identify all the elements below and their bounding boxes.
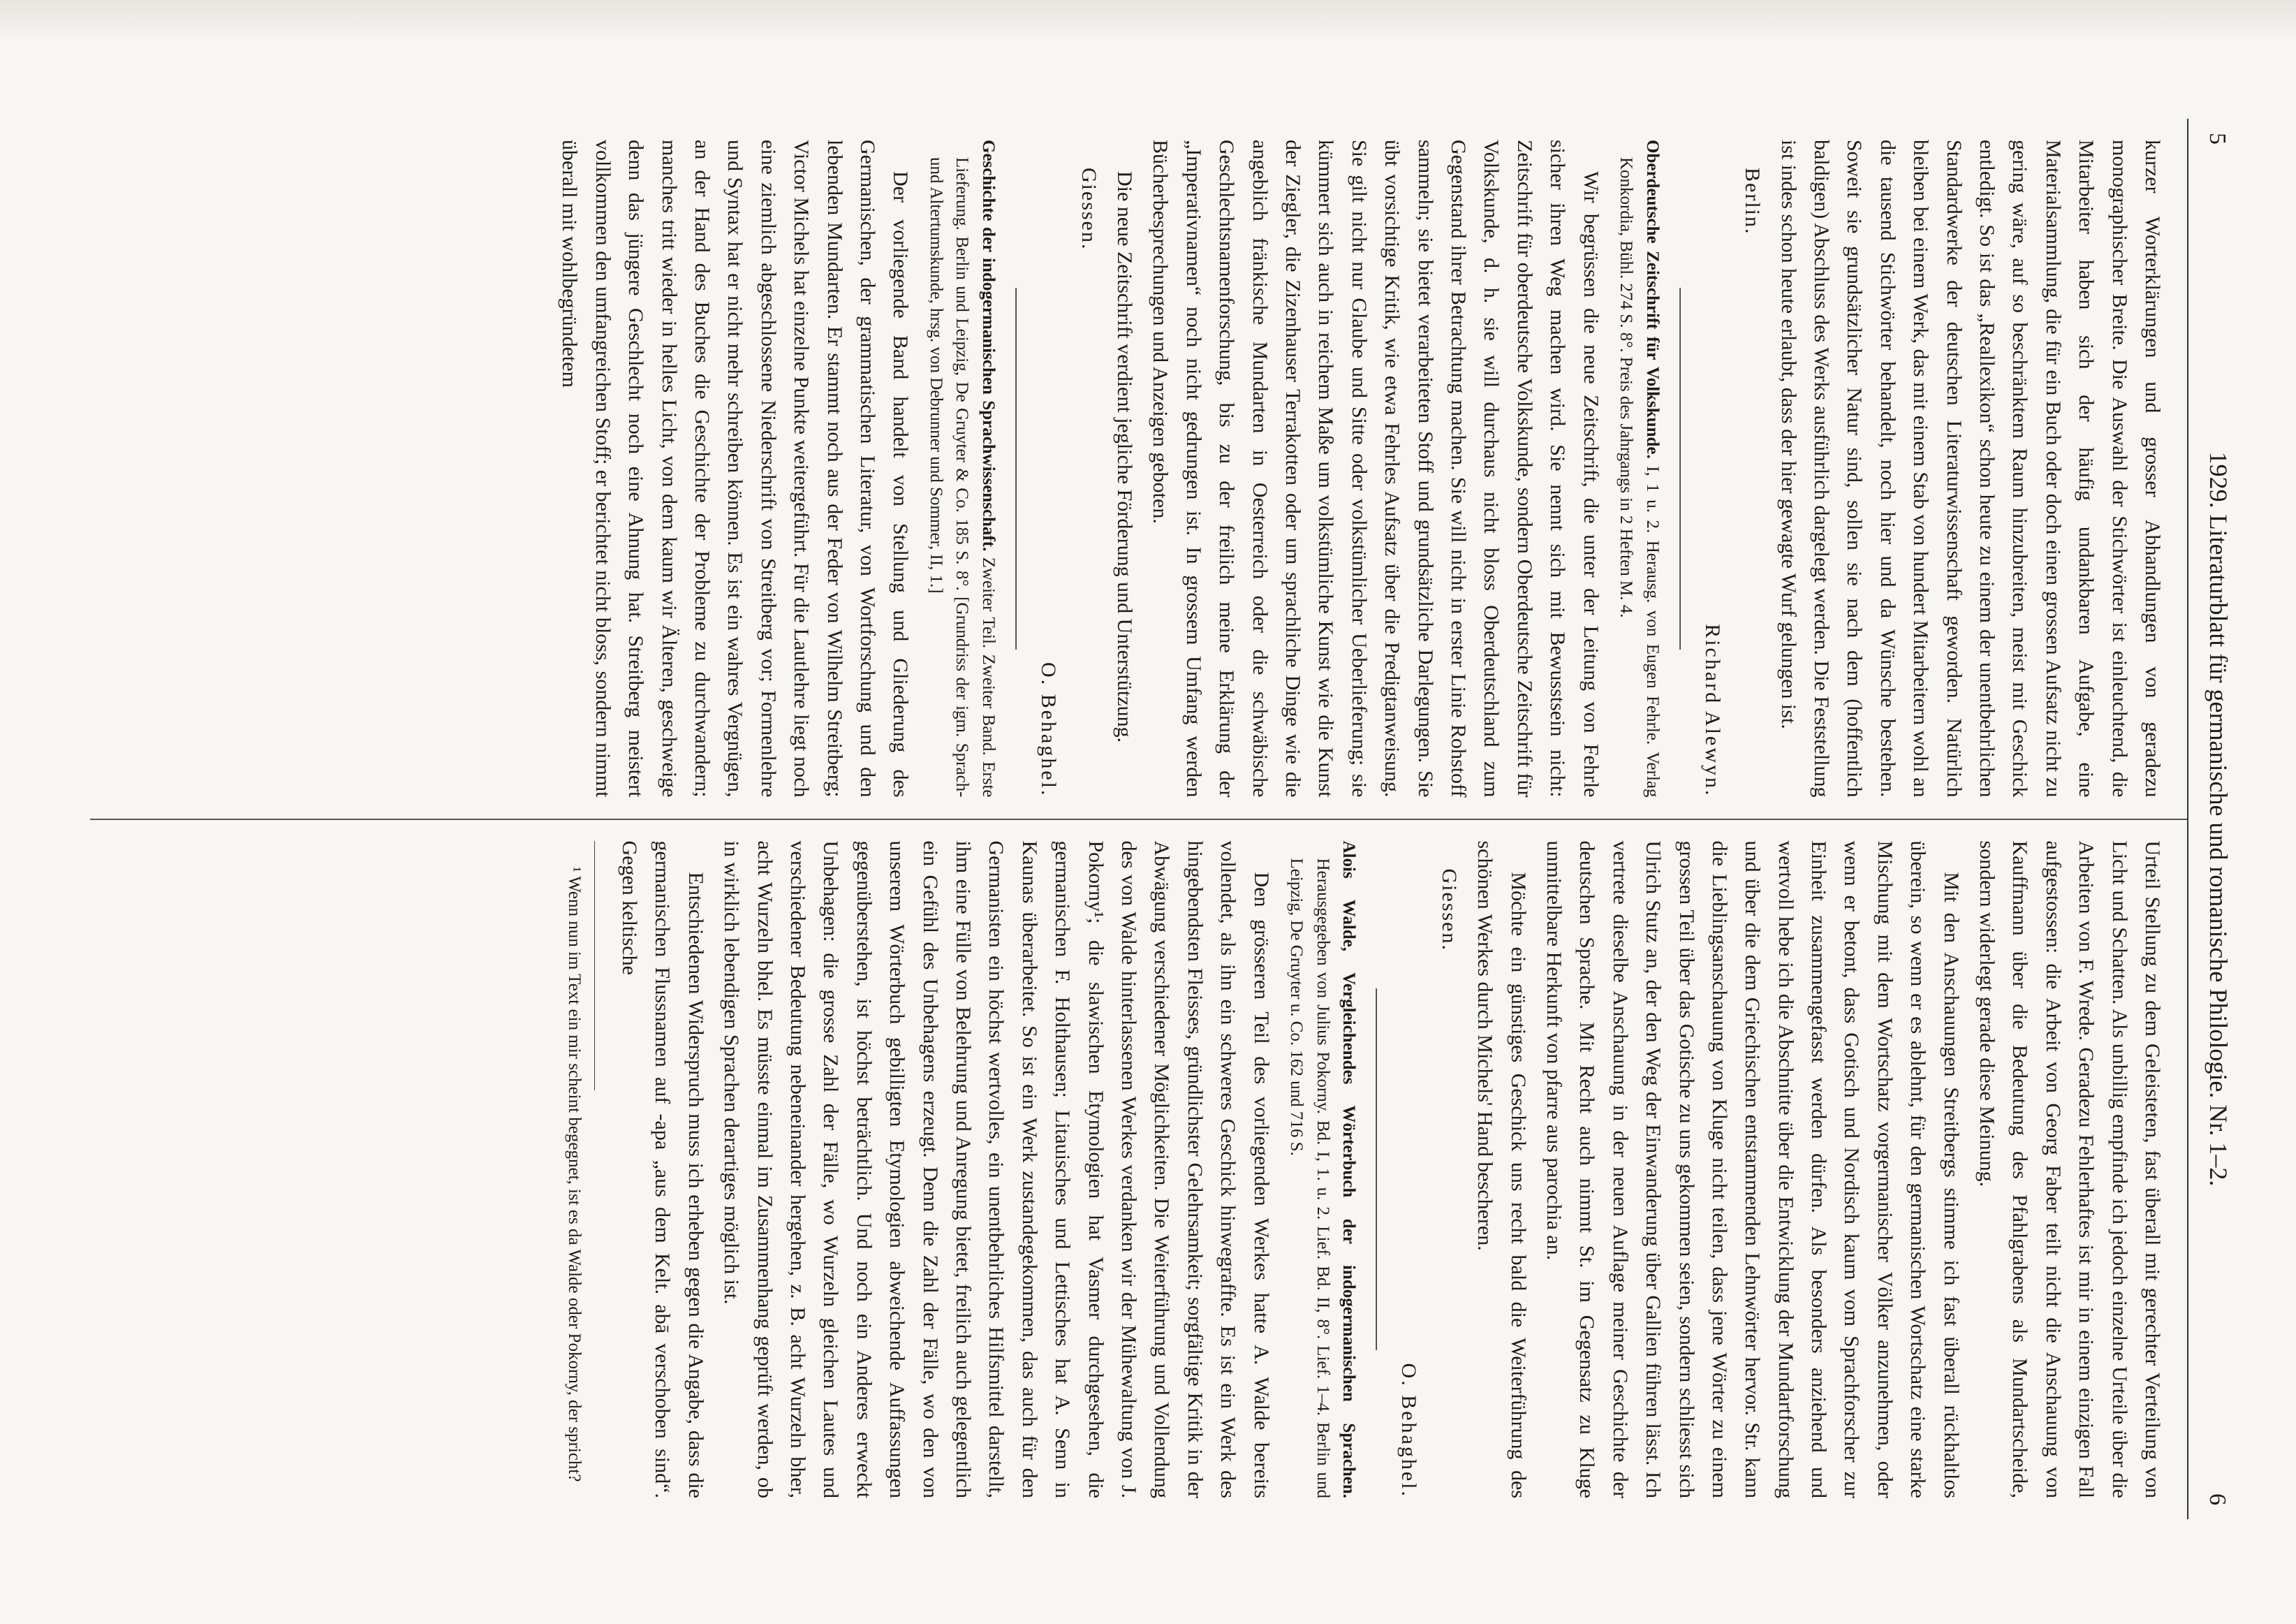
- review-details-walde: Herausgegeben von Julius Pokorny. Bd. I, 1. u. 2. Lief. Bd. II, 8°. Lief. 1–4. Berlin und Leipzig, De Gruyter u. Co. 162 und 716 S.: [1287, 858, 1332, 1498]
- review-title-walde: Alois Walde, Vergleichendes Wörterbuch der indogermanischen Sprachen.: [1339, 840, 1359, 1498]
- streitberg-review-continued: Urteil Stellung zu dem Geleisteten, fast überall mit gerechter Verteilung von Licht und Schatten. Als unbillig empfinde ich jedoch einzelne Urteile über die Arbeiten von F. Wrede. Geradezu Fehlerhaftes ist mir in einem einzigen Fall aufgestossen: die Arbeit von Georg Faber teilt nicht die Anschauung von Kauffmann über die Bedeutung des Pfahlgrabens als Mundartscheide, sondern widerlegt gerade diese Meinung.: [1975, 840, 2164, 1498]
- running-title: 1929. Literaturblatt für germanische und romanische Philologie. Nr. 1–2.: [2205, 451, 2232, 1187]
- review-title-volkskunde: Oberdeutsche Zeitschrift für Volkskunde.: [1642, 140, 1662, 459]
- footnote: ¹ Wenn nun im Text ein mir scheint begegnet, ist es da Walde oder Pokorny, der spricht?: [564, 867, 584, 1482]
- volkskunde-paragraph-1: Wir begrüssen die neue Zeitschrift, die unter der Leitung von Fehrle sicher ihren Weg machen wird. Sie nennt sich mit Bewusstsein nicht: Zeitschrift für oberdeutsche Volkskunde, sondern Oberdeutsche Zeitschrift für Volkskunde, d. h. sie will durchaus nicht bloss Oberdeutschland zum Gegenstand ihrer Betrachtung machen. Sie will nicht in erster Linie Rohstoff sammeln; sie bietet verarbeiteten Stoff und grundsätzliche Darlegungen. Sie übt vorsichtige Kritik, wie etwa Fehrles Aufsatz über die Predigtanweisung. Sie gilt nicht nur Glaube und Sitte oder volkstümlicher Ueberlieferung; sie kümmert sich auch in reichem Maße um volkstümliche Kunst wie die Kunst der Ziegler, die Zizenhauser Terrakotten oder um sprachliche Dinge wie die angeblich fränkische Mundarten in Oesterreich oder die schwäbische Geschlechtsnamenforschung, bis zu der freilich meine Erklärung der „Imperativnamen“ noch nicht gedrungen ist. In grossem Umfang werden Bücherbesprechungen und Anzeigen geboten.: [1149, 140, 1603, 798]
- page-body: [90, 119, 2187, 1519]
- column-left: [90, 119, 2187, 819]
- running-header: [2187, 119, 2233, 1519]
- review-details-sprachwissenschaft: Zweiter Teil. Zweiter Band. Erste Lieferung. Berlin und Leipzig, De Gruyter & Co. 185 S. 8°. [Grundriss der igm. Sprach- und Altertumskunde, hrsg. von Debrunner und Sommer, II, 1.]: [926, 157, 998, 798]
- page-number-right: 6: [2205, 1493, 2230, 1505]
- place-giessen: Giessen.: [1077, 168, 1101, 251]
- alewyn-review-end-paragraph: kurzer Worterklärungen und grosser Abhandlungen von geradezu monographischer Breite. Die Auswahl der Stichwörter ist einleuchtend, die Mitarbeiter haben sich der häufig undankbaren Aufgabe, eine Materialsammlung, die für ein Buch oder doch einen grossen Aufsatz nicht zu gering wäre, auf so beschränktem Raum hinzubreiten, meist mit Geschick entledigt. So ist das „Reallexikon“ schon heute zu einem der unentbehrlichen Standardwerke der deutschen Literaturwissenschaft geworden. Natürlich bleiben bei einem Werk, das mit einem Stab von hundert Mitarbeitern wohl an die tausend Stichwörter behandelt, noch hier und da Wünsche bestehen. Soweit sie grundsätzlicher Natur sind, sollen sie nach dem (hoffentlich baldigen) Abschluss des Werks ausführlich dargelegt werden. Die Feststellung ist indes schon heute erlaubt, dass der hier gewagte Wurf gelungen ist.: [1776, 140, 2164, 798]
- columns-row: [90, 119, 2187, 1519]
- section-divider: [1376, 988, 1377, 1350]
- section-divider: [1679, 288, 1681, 650]
- review-heading-volkskunde: [1613, 140, 1665, 798]
- review-details-volkskunde: I, 1 u. 2. Herausg. von Eugen Fehrle. Verlag Konkordia, Bühl. 274 S. 8°. Preis des Jahrgangs in 2 Heften M. 4.: [1617, 157, 1662, 798]
- walde-paragraph-2: Entschiedenen Widerspruch muss ich erheben gegen die Angabe, dass die germanischen Flussnamen auf -apa „aus dem Kelt. abā verschoben sind“. Gegen keltische: [618, 840, 707, 1498]
- review-heading-walde: [1283, 841, 1362, 1499]
- page-edge-shadow: [0, 0, 2296, 42]
- place-berlin: Berlin.: [1741, 168, 1765, 235]
- footnote-divider: [594, 841, 595, 1091]
- volkskunde-paragraph-2: Die neue Zeitschrift verdient jegliche Förderung und Unterstützung.: [1113, 171, 1137, 743]
- streitberg-review-paragraph-3: Möchte ein günstiges Geschick uns recht bald die Weiterführung des schönen Werkes durch Michels' Hand bescheren.: [1473, 840, 1530, 1498]
- review-heading-sprachwissenschaft: [922, 140, 1001, 798]
- review-title-sprachwissenschaft: Geschichte der indogermanischen Sprachwissenschaft.: [978, 140, 998, 552]
- column-right: [90, 819, 2187, 1520]
- signature-behaghel: O. Behaghel.: [1037, 662, 1061, 798]
- streitberg-review-paragraph-2: Mit den Anschauungen Streitbergs stimme ich fast überall rückhaltlos überein, so wenn er es ablehnt, für den germanischen Wortschatz eine starke Mischung mit dem Wortschatz vorgermanischer Völker anzunehmen, oder wenn er betont, dass Gotisch und Nordisch kaum vom Sprachforscher zur Einheit zusammengefasst werden dürfen. Als besonders anziehend und wertvoll hebe ich die Abschnitte über die Entwicklung der Mundartforschung und über die dem Griechischen entstammenden Lehnwörter hervor. Str. kann die Lieblingsanschauung von Kluge nicht teilen, dass jene Wörter zu einem grossen Teil über das Gotische zu uns gekommen seien, sondern schliesst sich Ulrich Stutz an, der den Weg der Einwanderung über Gallien führen lässt. Ich vertrete dieselbe Anschauung in der neuen Auflage meiner Geschichte der deutschen Sprache. Mit Recht auch nimmt St. im Gegensatz zu Kluge unmittelbare Herkunft von pfarre aus parochia an.: [1542, 840, 1963, 1498]
- page-number-left: 5: [2205, 133, 2230, 145]
- signature-alewyn: Richard Alewyn.: [1700, 624, 1724, 798]
- sprachwissenschaft-paragraph: Der vorliegende Band handelt von Stellung und Gliederung des Germanischen, der grammatischen Literatur, von Wortforschung und den lebenden Mundarten. Er stammt noch aus der Feder von Wilhelm Streitberg; Victor Michels hat einzelne Punkte weitergeführt. Für die Lautlehre liegt noch eine ziemlich abgeschlossene Niederschrift von Streitberg vor; Formenlehre und Syntax hat er nicht mehr schreiben können. Es ist ein wahres Vergnügen, an der Hand des Buches die Geschichte der Probleme zu durchwandern; manches tritt wieder in helles Licht, von dem kaum wir Älteren, geschweige denn das jüngere Geschlecht noch eine Ahnung hat. Streitberg meistert vollkommen den umfangreichen Stoff; er berichtet nicht bloss, sondern nimmt überall mit wohlbegründetem: [558, 140, 913, 798]
- signature-behaghel-2: O. Behaghel.: [1397, 1363, 1421, 1498]
- place-giessen-2: Giessen.: [1437, 868, 1461, 951]
- section-divider: [1015, 288, 1017, 650]
- walde-paragraph-1: Den grösseren Teil des vorliegenden Werkes hatte A. Walde bereits vollendet, als ihn ein schweres Geschick hinwegraffte. Es ist ein Werk des hingebendsten Fleisses, gründlichster Gelehrsamkeit; sorgfältige Kritik in der Abwägung verschiedener Möglichkeiten. Die Weiterführung und Vollendung des von Walde hinterlassenen Werkes verdanken wir der Mühewaltung von J. Pokorny¹; die slawischen Etymologien hat Vasmer durchgesehen, die germanischen F. Holthausen; Litauisches und Lettisches hat A. Senn in Kaunas überarbeitet. So ist ein Werk zustandegekommen, das auch für den Germanisten ein höchst wertvolles, ein unentbehrliches Hilfsmittel darstellt, ihm eine Fülle von Belehrung und Anregung bietet, freilich auch gelegentlich ein Gefühl des Unbehagens erzeugt. Denn die Zahl der Fälle, wo den von unserem Wörterbuch gebilligten Etymologien abweichende Auffassungen gegenüberstehen, ist höchst beträchtlich. Und noch ein Anderes erweckt Unbehagen: die grosse Zahl der Fälle, wo Wurzeln gleichen Lautes und verschiedener Bedeutung nebeneinander hergehen, z. B. acht Wurzeln bher, acht Wurzeln bhel. Es müsste einmal im Zusammenhang geprüft werden, ob in wirklich lebendigen Sprachen derartiges möglich ist.: [720, 840, 1273, 1498]
